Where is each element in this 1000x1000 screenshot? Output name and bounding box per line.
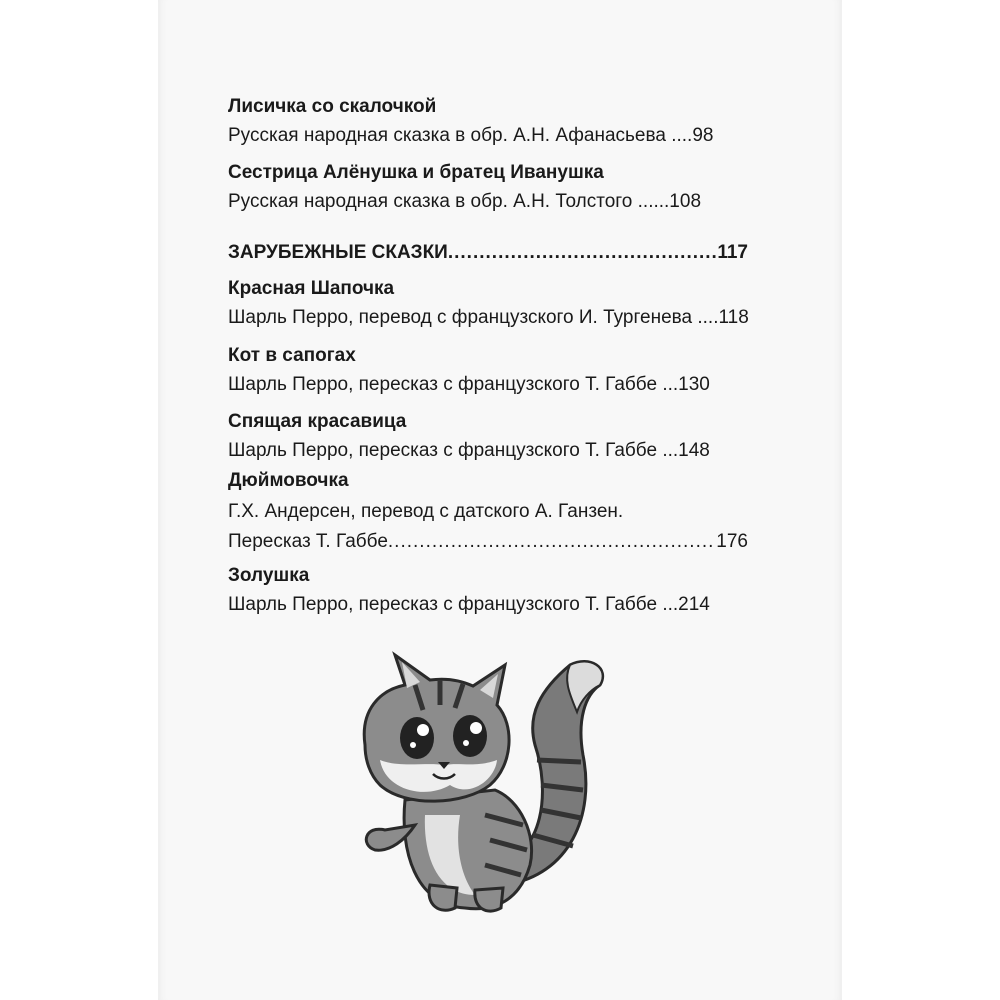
entry-line: Шарль Перро, пересказ с французского Т. Габбе ...148 <box>228 440 710 461</box>
entry-title: Кот в сапогах <box>228 345 356 366</box>
entry-title: Сестрица Алёнушка и братец Иванушка <box>228 162 604 183</box>
toc-section <box>228 238 748 268</box>
toc-entry <box>228 342 748 400</box>
entry-line: Г.Х. Андерсен, перевод с датского А. Ганзен. <box>228 501 624 522</box>
toc-entry <box>228 408 748 466</box>
toc-entry <box>228 93 748 151</box>
entry-title: Спящая красавица <box>228 411 407 432</box>
toc-entry <box>228 467 748 557</box>
toc-entry <box>228 159 748 217</box>
leader-dots <box>448 238 718 268</box>
entry-line: Русская народная сказка в обр. А.Н. Афанасьева ....98 <box>228 125 714 146</box>
entry-line-2 <box>228 527 748 557</box>
entry-line-2-text: Пересказ Т. Габбе <box>228 531 388 552</box>
cat-illustration-icon <box>345 650 645 920</box>
leader-dots <box>388 527 716 557</box>
section-page: 117 <box>717 242 748 263</box>
entry-line: Шарль Перро, перевод с французского И. Тургенева ....118 <box>228 307 749 328</box>
entry-line: Шарль Перро, пересказ с французского Т. Габбе ...214 <box>228 594 710 615</box>
entry-line: Русская народная сказка в обр. А.Н. Толстого ......108 <box>228 191 702 212</box>
toc-entry <box>228 275 748 333</box>
section-label: ЗАРУБЕЖНЫЕ СКАЗКИ <box>228 242 448 263</box>
entry-title: Красная Шапочка <box>228 278 395 299</box>
section-line <box>228 238 748 268</box>
entry-title: Золушка <box>228 565 310 586</box>
entry-title: Дюймовочка <box>228 470 349 491</box>
entry-line-2-page: 176 <box>716 531 748 552</box>
toc-entry <box>228 562 748 620</box>
entry-title: Лисичка со скалочкой <box>228 96 437 117</box>
entry-line: Шарль Перро, пересказ с французского Т. Габбе ...130 <box>228 374 710 395</box>
